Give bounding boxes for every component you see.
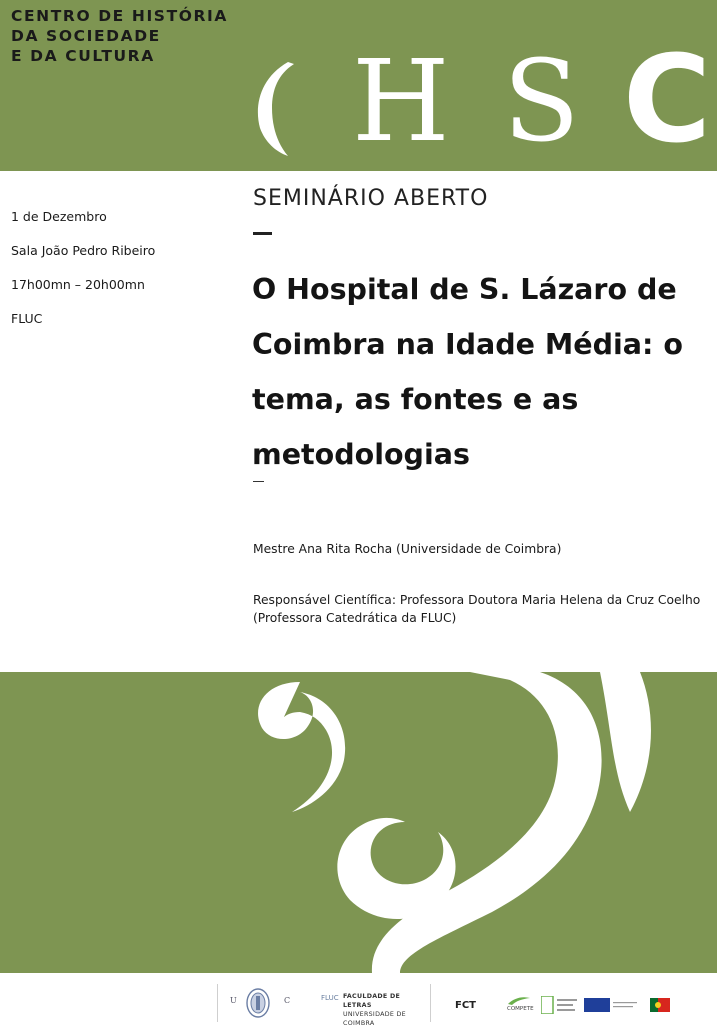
divider-dash-small bbox=[253, 481, 264, 482]
responsible-line-2: (Professora Catedrática da FLUC) bbox=[253, 611, 457, 625]
decorative-swash bbox=[0, 672, 717, 973]
scientific-responsible bbox=[253, 591, 713, 627]
event-venue: FLUC bbox=[11, 311, 43, 326]
university-seal-icon bbox=[245, 987, 271, 1019]
compete-logo: COMPETE bbox=[507, 1006, 534, 1012]
logo-letter-h: H bbox=[352, 37, 450, 167]
fluc-name bbox=[343, 992, 430, 1028]
portugal-flag-icon bbox=[650, 998, 670, 1012]
eu-flag-icon bbox=[584, 998, 610, 1012]
divider-dash bbox=[253, 232, 272, 235]
fluc-abbr: FLUC bbox=[321, 994, 339, 1002]
org-name bbox=[11, 6, 228, 66]
event-room: Sala João Pedro Ribeiro bbox=[11, 243, 156, 258]
eu-caption-icon bbox=[613, 1001, 639, 1011]
responsible-line-1: Responsável Científica: Professora Doutora Maria Helena da Cruz Coelho bbox=[253, 593, 701, 607]
header-band bbox=[0, 0, 717, 171]
fluc-name-line-1: FACULDADE DE LETRAS bbox=[343, 993, 401, 1009]
event-date: 1 de Dezembro bbox=[11, 209, 107, 224]
fluc-name-line-2: UNIVERSIDADE DE COIMBRA bbox=[343, 1011, 406, 1027]
org-name-line-1: CENTRO DE HISTÓRIA bbox=[11, 7, 229, 25]
uc-fluc-logo-block bbox=[217, 984, 431, 1027]
qren-logo-icon bbox=[541, 996, 579, 1014]
event-info bbox=[11, 206, 155, 342]
compete-swoosh-icon bbox=[506, 996, 532, 1006]
logo-letter-s: S bbox=[503, 37, 580, 167]
uc-letter-u: U bbox=[230, 996, 237, 1005]
event-type: SEMINÁRIO ABERTO bbox=[253, 186, 489, 211]
event-time: 17h00mn – 20h00mn bbox=[11, 277, 145, 292]
logo-open-arc bbox=[250, 58, 298, 158]
logo-letter-c: C bbox=[623, 31, 712, 170]
uc-letter-c: C bbox=[284, 996, 291, 1005]
seminar-title: O Hospital de S. Lázaro de Coimbra na Idade Média: o tema, as fontes e as metodologias bbox=[252, 273, 683, 471]
fct-logo: FCT bbox=[455, 1000, 476, 1011]
decorative-band bbox=[0, 672, 717, 973]
org-name-line-2: DA SOCIEDADE bbox=[11, 27, 161, 45]
org-name-line-3: E DA CULTURA bbox=[11, 47, 155, 65]
speaker: Mestre Ana Rita Rocha (Universidade de Coimbra) bbox=[253, 542, 562, 556]
